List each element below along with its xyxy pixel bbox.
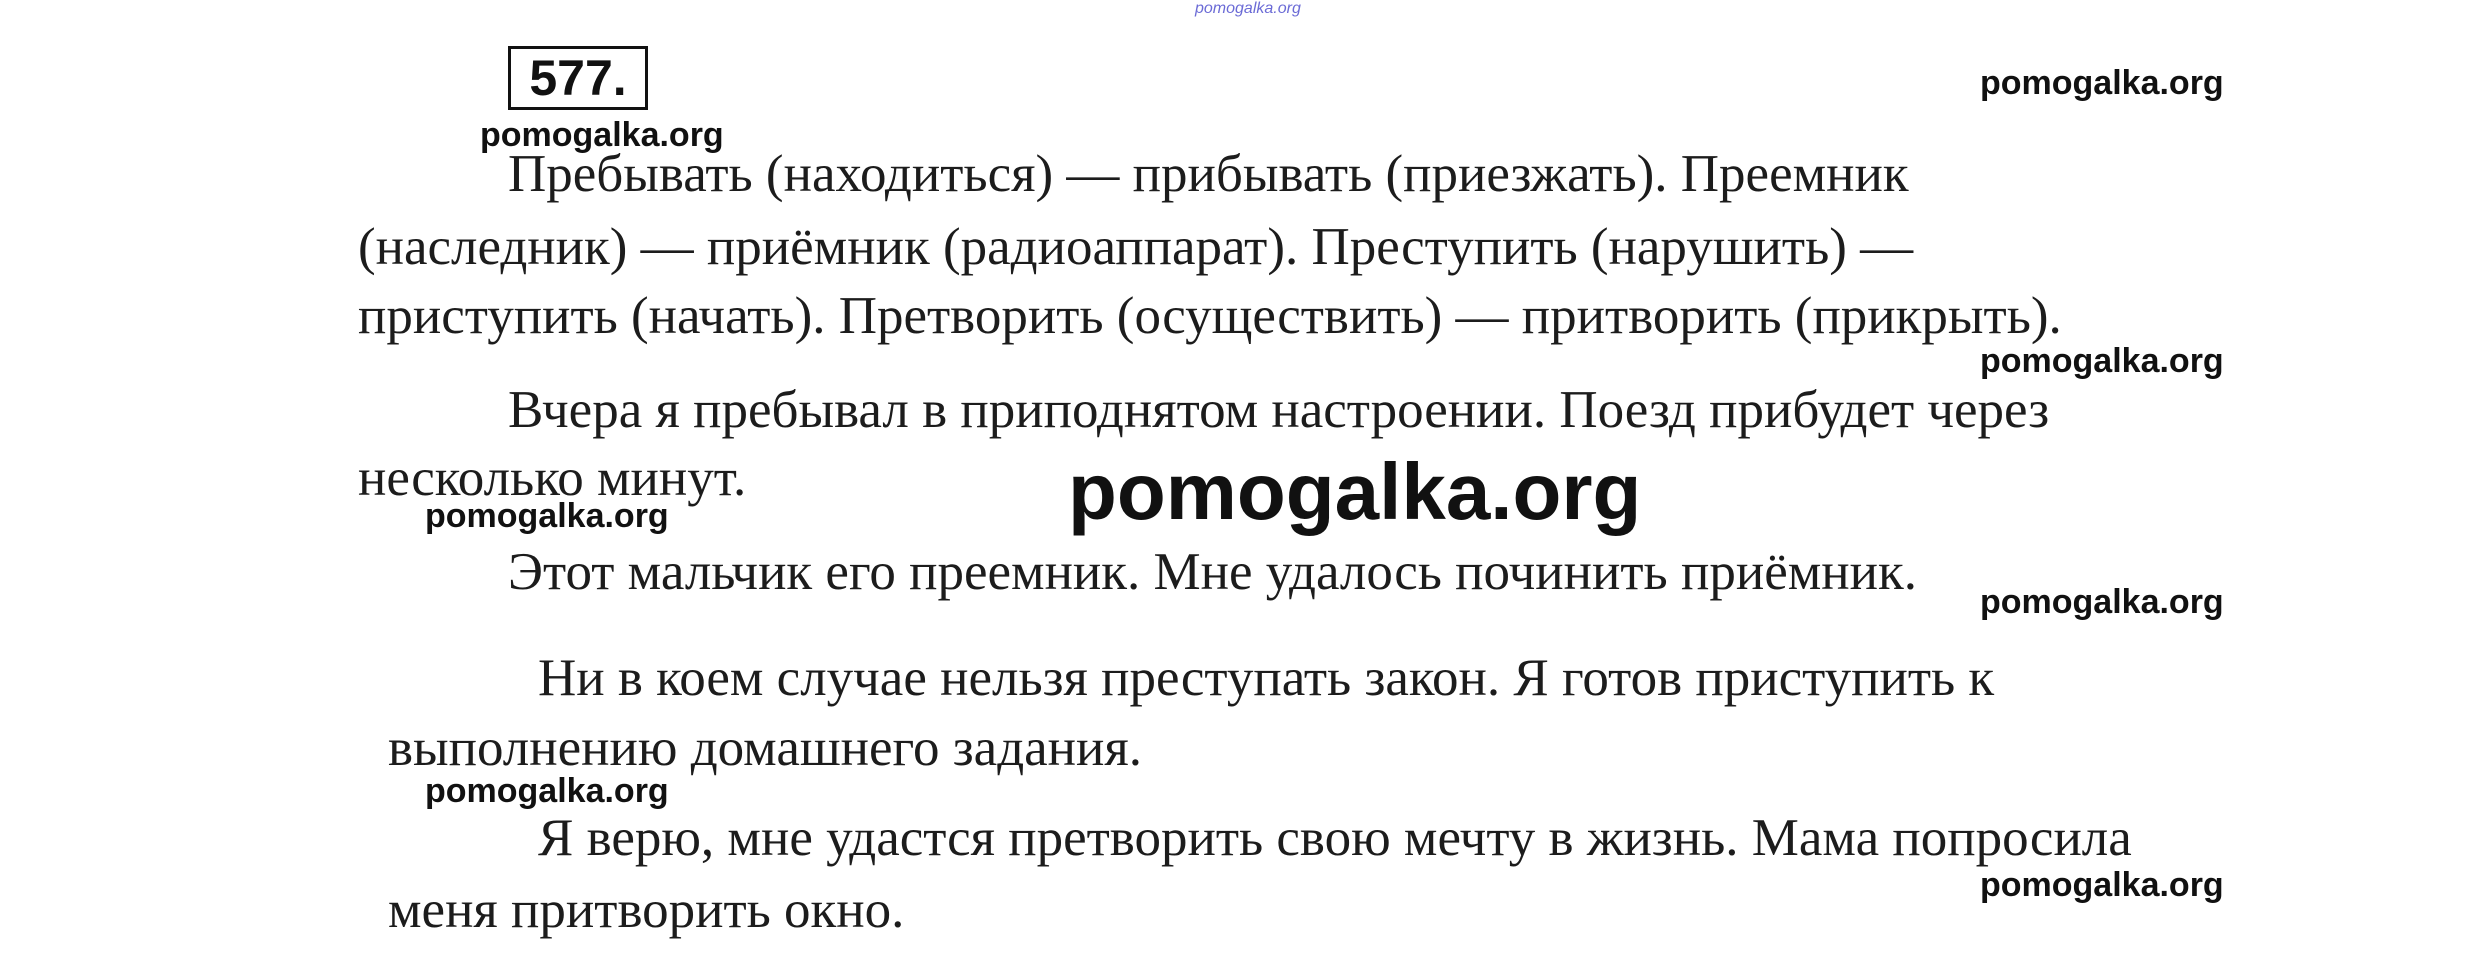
watermark: pomogalka.org <box>1980 866 2224 904</box>
text-line: несколько минут. <box>358 449 747 507</box>
text-line: Этот мальчик его преемник. Мне удалось починить приёмник. <box>508 543 1917 601</box>
text-line: (наследник) — приёмник (радиоаппарат). Преступить (нарушить) — <box>358 218 1914 276</box>
big-watermark: pomogalka.org <box>1068 447 1642 536</box>
text-line: выполнению домашнего задания. <box>388 719 1143 777</box>
watermark: pomogalka.org <box>1980 64 2224 102</box>
text-line: Пребывать (находиться) — прибывать (приезжать). Преемник <box>508 145 1909 203</box>
text-line: Я верю, мне удастся претворить свою мечту в жизнь. Мама попросила <box>538 809 2132 867</box>
watermark: pomogalka.org <box>1980 583 2224 621</box>
text-line: приступить (начать). Претворить (осуществить) — притворить (прикрыть). <box>358 287 2062 345</box>
watermark: pomogalka.org <box>480 116 724 154</box>
text-line: Ни в коем случае нельзя преступать закон. Я готов приступить к <box>538 649 1995 707</box>
top-watermark: pomogalka.org <box>1195 0 1301 17</box>
exercise-number: 577. <box>508 46 648 110</box>
watermark: pomogalka.org <box>1980 342 2224 380</box>
text-line: Вчера я пребывал в приподнятом настроении. Поезд прибудет через <box>508 381 2050 439</box>
text-line: меня притворить окно. <box>388 881 905 939</box>
watermark: pomogalka.org <box>425 772 669 810</box>
watermark: pomogalka.org <box>425 497 669 535</box>
